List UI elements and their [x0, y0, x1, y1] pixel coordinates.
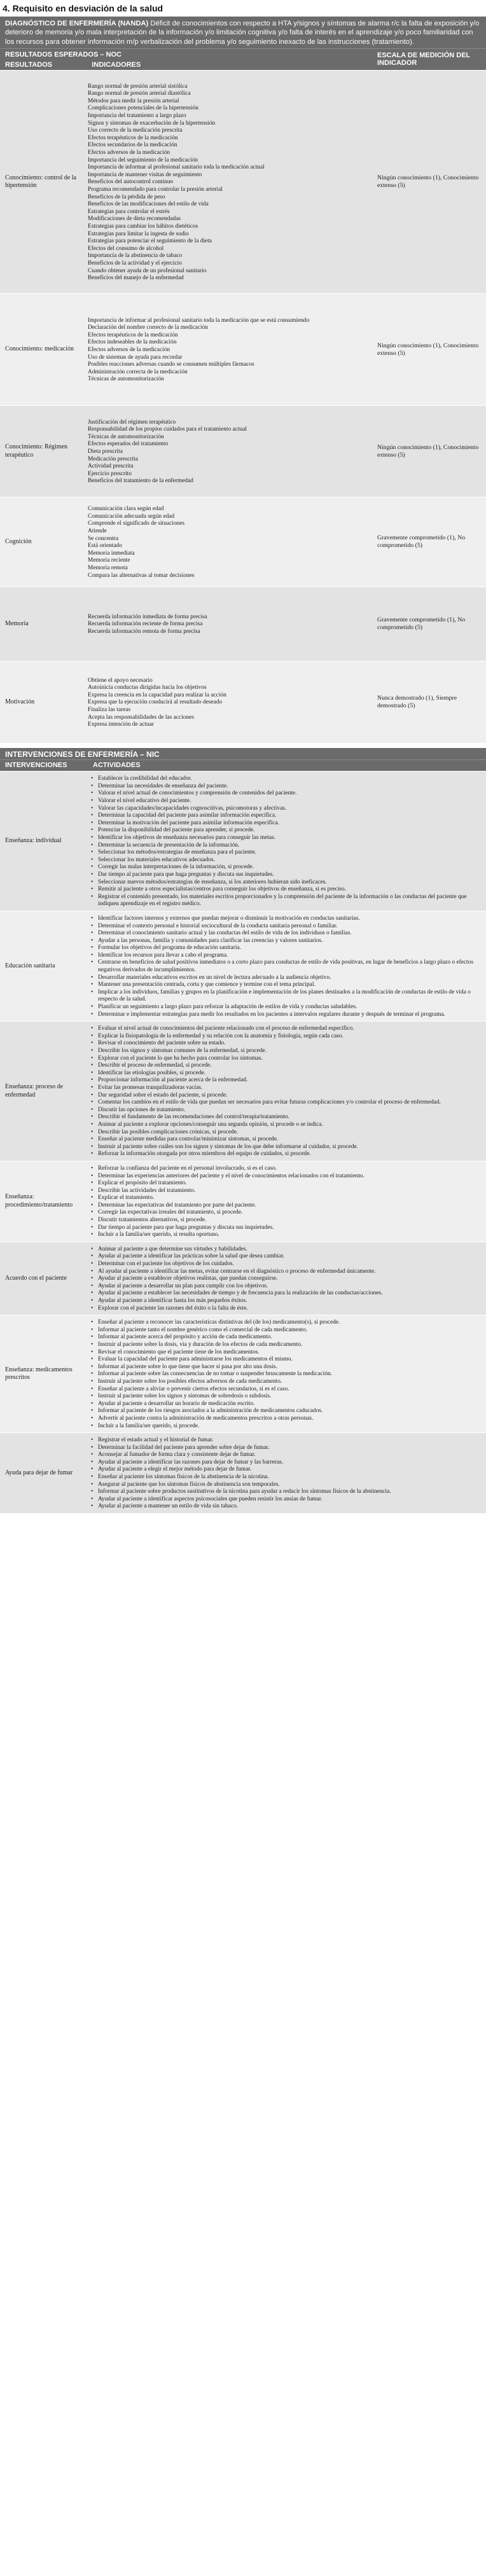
nic-intervencion: Enseñanza: proceso de enfermedad [5, 1083, 64, 1098]
nic-actividad: • Revisar el conocimiento del paciente sobre su estado. [89, 1040, 481, 1048]
noc-indicador: Técnicas de automonitorización [88, 433, 164, 440]
nic-actividad: • Revisar el conocimiento que el paciente tiene de los medicamentos. [89, 1349, 481, 1357]
nic-actividad: • Ayudar al paciente a establecer las necesidades de tiempo y de frecuencia para la realización de las conductas/acciones. [89, 1290, 481, 1298]
noc-indicador: Importancia de informar al profesional sanitario toda la medicación que se está consumiendo [88, 317, 310, 324]
noc-indicador: Importancia de la abstinencia de tabaco [88, 253, 183, 260]
nic-actividad: • Explorar con el paciente lo que ha hecho para controlar los síntomas. [89, 1055, 481, 1063]
nic-intervencion: Educación sanitaria [5, 962, 55, 969]
nic-table [0, 771, 486, 1513]
noc-indicador: Memoria reciente [88, 557, 130, 564]
noc-indicador: Uso correcto de la medicación prescrita [88, 127, 183, 134]
nic-actividad: • Informar al paciente acerca del propósito y acción de cada medicamento. [89, 1334, 481, 1341]
noc-row [0, 497, 486, 586]
noc-indicador: Obtiene el apoyo necesario [88, 677, 153, 684]
noc-indicador: Comprende el significado de situaciones [88, 520, 185, 527]
nic-header-intervenciones: INTERVENCIONES [5, 761, 67, 770]
noc-indicador: Administración correcta de la medicación [88, 368, 188, 375]
nic-actividad: • Explicar el propósito del tratamiento. [89, 1180, 481, 1188]
nic-actividad: • Registrar el contenido presentado, los materiales escritos proporcionados y la comprensión del paciente de la información o las conductas del paciente que indiquen aprendizaje en el registro médico. [89, 894, 481, 908]
nic-actividades [84, 911, 486, 1021]
nic-actividad: • Describir el proceso de enfermedad, si procede. [89, 1062, 481, 1070]
nic-intervencion: Enseñanza: medicamentos prescritos [5, 1366, 73, 1381]
noc-escala: Ningún conocimiento (1), Conocimiento extenso (5) [377, 443, 479, 459]
nic-actividades [84, 1433, 486, 1513]
nic-actividad: • Formular los objetivos del programa de educación sanitaria. [89, 945, 481, 952]
nic-actividad: • Ayudar al paciente a desarrollar un horario de medicación escrito. [89, 1401, 481, 1408]
nic-actividad: • Al ayudar al paciente a identificar las metas, evitar centrarse en el diagnóstico o proceso de enfermedad únicamente. [89, 1268, 481, 1276]
nic-actividad: • Describir las posibles complicaciones crónicas, si procede. [89, 1129, 481, 1137]
nic-actividad: • Animar al paciente a explorar opciones/conseguir una segunda opinión, si procede o se indica. [89, 1121, 481, 1129]
noc-indicador: Responsabilidad de los propios cuidados para el tratamiento actual [88, 426, 247, 433]
nic-banner: INTERVENCIONES DE ENFERMERÍA – NIC [0, 748, 486, 759]
nic-actividad: • Informar al paciente de los riesgos asociados a la administración de medicamentos caducados. [89, 1408, 481, 1415]
nic-actividad: • Discutir las opciones de tratamiento. [89, 1107, 481, 1114]
noc-indicador: Atiende [88, 528, 107, 535]
section-title: 4. Requisito en desviación de la salud [3, 3, 163, 13]
nic-actividad: • Ayudar al paciente a identificar hasta los más pequeños éxitos. [89, 1298, 481, 1305]
nic-actividad: • Identificar factores internos y externos que puedan mejorar o disminuir la motivación en conductas sanitarias. [89, 915, 481, 923]
nic-actividad: • Explicar el tratamiento. [89, 1195, 481, 1202]
nic-actividad: • Determinar el conocimiento sanitario actual y las conductas del estilo de vida de los individuos o familias. [89, 930, 481, 938]
noc-row [0, 586, 486, 661]
nic-actividad: • Determinar e implementar estrategias para medir los resultados en los pacientes a intervalos regulares durante y después de terminar el programa. [89, 1011, 481, 1019]
nic-actividad: • Determinar las necesidades de enseñanza del paciente. [89, 783, 481, 791]
nic-actividad: • Enseñar al paciente a aliviar o prevenir ciertos efectos secundarios, si es el caso. [89, 1386, 481, 1394]
nic-actividad: • Establecer la credibilidad del educador. [89, 775, 481, 783]
noc-indicador: Recuerda información reciente de forma precisa [88, 621, 203, 628]
nic-actividades [84, 1315, 486, 1432]
nic-actividad: • Informar al paciente sobre las consecuencias de no tomar o suspender bruscamente la medicación. [89, 1371, 481, 1378]
nic-actividad: • Ayudar al paciente a establecer objetivos realistas, que puedan conseguirse. [89, 1275, 481, 1283]
noc-indicador: Beneficios de la actividad y el ejercicio [88, 260, 182, 267]
nic-actividad: • Enseñar al paciente los síntomas físicos de la abstinencia de la nicotina. [89, 1474, 481, 1481]
noc-indicador: Recuerda información inmediata de forma precisa [88, 613, 207, 620]
nic-actividad: • Evitar las promesas tranquilizadoras vacías. [89, 1084, 481, 1092]
nic-actividad: • Identificar las etiologías posibles, si procede. [89, 1070, 481, 1077]
nic-actividad: • Animar al paciente a que determine sus virtudes y habilidades. [89, 1246, 481, 1254]
nic-actividad: • Informar al paciente sobre productos sustitutivos de la nicotina para ayudar a reducir los síntomas físicos de la abstinencia. [89, 1488, 481, 1496]
nic-actividad: • Aconsejar al fumador de forma clara y consistente dejar de fumar. [89, 1451, 481, 1459]
noc-indicador: Se concentra [88, 535, 119, 542]
noc-row [0, 70, 486, 293]
noc-indicador: Importancia del seguimiento de la medicación [88, 156, 198, 163]
nic-actividad: • Dar seguridad sobre el estado del paciente, si procede. [89, 1092, 481, 1100]
noc-escala: Nunca demostrado (1), Siempre demostrado (5) [377, 695, 457, 710]
nic-actividad: • Enseñar al paciente medidas para controlar/minimizar síntomas, si procede. [89, 1136, 481, 1144]
nic-actividad: • Instruir al paciente sobre los posibles efectos adversos de cada medicamento. [89, 1378, 481, 1386]
nic-actividad: • Identificar los objetivos de enseñanza necesarios para conseguir las metas. [89, 834, 481, 842]
noc-indicador: Justificación del régimen terapéutico [88, 419, 176, 426]
nic-actividad: • Corregir las expectativas irreales del tratamiento, si procede. [89, 1209, 481, 1217]
noc-indicador: Estrategias para potenciar el seguimiento de la dieta [88, 238, 212, 245]
noc-indicador: Ejercicio prescrito [88, 470, 132, 477]
noc-indicador: Cuando obtener ayuda de un profesional sanitario [88, 267, 207, 274]
noc-indicador: Complicaciones potenciales de la hipertensión [88, 105, 198, 112]
nic-actividad: • Ayudar al paciente a desarrollar un plan para cumplir con los objetivos. [89, 1283, 481, 1291]
nic-actividad: • Instruir al paciente sobre los signos y síntomas de sobredosis o subdosis. [89, 1393, 481, 1401]
nic-row [0, 1161, 486, 1242]
nic-actividad: • Valorar el nivel educativo del paciente. [89, 798, 481, 805]
nic-actividad: • Determinar las expectativas del tratamiento por parte del paciente. [89, 1202, 481, 1210]
noc-escala: Ningún conocimiento (1), Conocimiento extenso (5) [377, 342, 479, 357]
noc-indicador: Expresa la creencia en la capacidad para realizar la acción [88, 691, 226, 698]
nic-actividad: • Corregir las malas interpretaciones de la información, si procede. [89, 864, 481, 871]
nic-actividad: • Determinar las experiencias anteriores del paciente y el nivel de conocimientos relacionados con el tratamiento. [89, 1173, 481, 1181]
noc-indicador: Declaración del nombre correcto de la medicación [88, 324, 208, 331]
noc-header [0, 48, 486, 70]
nic-actividad: • Explorar con el paciente las razones del éxito o la falta de éste. [89, 1305, 481, 1313]
noc-resultado: Motivación [5, 698, 35, 705]
noc-indicador: Comunicación clara según edad [88, 506, 164, 513]
nic-actividad: • Describir las actividades del tratamiento. [89, 1188, 481, 1195]
noc-indicador: Programa recomendado para controlar la presión arterial [88, 186, 223, 193]
noc-header-escala: ESCALA DE MEDICIÓN DEL INDICADOR [377, 52, 471, 67]
nic-header [0, 759, 486, 771]
noc-indicador: Beneficios de las modificaciones del estilo de vida [88, 201, 209, 208]
noc-indicador: Efectos indeseables de la medicación [88, 339, 177, 346]
noc-indicador: Posibles reacciones adversas cuando se consumen múltiples fármacos [88, 361, 254, 368]
nic-intervencion: Acuerdo con el paciente [5, 1274, 67, 1282]
nic-row [0, 911, 486, 1021]
noc-indicador: Autoinicia conductas dirigidas hacia los objetivos [88, 684, 207, 691]
nic-intervencion: Ayuda para dejar de fumar [5, 1469, 73, 1476]
nic-actividad: • Explicar la fisiopatología de la enfermedad y su relación con la anatomía y fisiología, según cada caso. [89, 1033, 481, 1041]
nic-actividad: • Determinar con el paciente los objetivos de los cuidados. [89, 1261, 481, 1268]
nic-actividad: • Potenciar la disponibilidad del paciente para aprender, si procede. [89, 827, 481, 834]
noc-indicador: Comunicación adecuada según edad [88, 513, 175, 520]
diagnosis-text: Déficit de conocimientos con respecto a HTA y/signos y síntomas de alarma r/c la falta de exposición y/o deterioro de memoria y/o mala interpretación de la información y/o limitación cognitiva y/o falta de interés en el aprendizaje y/o poco familiaridad con los recursos para obtener información m/p verbalización del problema y/o seguimiento inexacto de las instrucciones (tratamiento). [5, 20, 480, 46]
nic-actividad: • Asegurar al paciente que los síntomas físicos de abstinencia son temporales. [89, 1481, 481, 1489]
nic-actividad: • Determinar la capacidad del paciente para asimilar información específica. [89, 812, 481, 820]
nic-row [0, 1315, 486, 1432]
nic-row [0, 1432, 486, 1513]
nic-actividad: • Incluir a la familia/ser querido, si resulta oportuno. [89, 1231, 481, 1239]
nic-actividad: • Identificar los recursos para llevar a cabo el programa. [89, 952, 481, 960]
nic-actividad: • Planificar un seguimiento a largo plazo para reforzar la adaptación de estilos de vida y conductas saludables. [89, 1004, 481, 1011]
noc-banner: RESULTADOS ESPERADOS – NOC [5, 51, 122, 59]
noc-header-resultados: RESULTADOS [5, 61, 53, 69]
noc-resultado: Memoria [5, 620, 29, 627]
noc-indicadores [83, 71, 372, 293]
noc-resultado: Conocimiento: Régimen terapéutico [5, 443, 68, 459]
noc-indicador: Rango normal de presión arterial sistólica [88, 83, 188, 90]
nic-actividad: • Desarrollar materiales educativos escritos en un nivel de lectura adecuado a la audiencia objetivo. [89, 974, 481, 982]
nic-actividad: • Instruir al paciente sobre la dosis, vía y duración de los efectos de cada medicamento. [89, 1341, 481, 1349]
nic-actividad: • Determinar el contexto personal e historial sociocultural de la conducta sanitaria personal o familiar. [89, 923, 481, 931]
nic-actividad: • Seleccionar los métodos/estrategias de enseñanza para el paciente. [89, 849, 481, 857]
noc-indicador: Técnicas de automonitorización [88, 376, 164, 383]
nic-actividad: • Instruir al paciente sobre cuáles son los signos y síntomas de los que debe informarse al cuidador, si procede. [89, 1144, 481, 1151]
nic-actividad: • Valorar las capacidades/incapacidades cognoscitivas, psicomotoras y afectivas. [89, 805, 481, 813]
nic-actividad: • Ayudar a las personas, familia y comunidades para clarificar las creencias y valores sanitarios. [89, 938, 481, 945]
nic-actividad: • Centrarse en beneficios de salud positivos inmediatos o a corto plazo para conductas de estilo de vida positivas, en lugar de beneficios a largo plazo o efectos negativos derivados de incumplimientos. [89, 959, 481, 974]
nic-actividad: • Describir el fundamento de las recomendaciones del control/terapia/tratamiento. [89, 1114, 481, 1121]
nic-row [0, 1242, 486, 1315]
nic-actividad: • Advertir al paciente contra la administración de medicamentos prescritos a otras personas. [89, 1415, 481, 1423]
nic-actividad: • Implicar a los individuos, familias y grupos en la planificación e implementación de los planes destinados a la modificación de conductas de estilo de vida o respecto de la salud. [89, 989, 481, 1004]
noc-resultado: Cognición [5, 537, 32, 545]
noc-row [0, 293, 486, 405]
nic-actividad: • Ayudar al paciente a identificar aspectos psicosociales que pueden resistir los ansias de fumar. [89, 1496, 481, 1504]
nic-actividad: • Comentar los cambios en el estilo de vida que puedan ser necesarios para evitar futuras complicaciones y/o controlar el proceso de enfermedad. [89, 1099, 481, 1107]
noc-indicador: Expresa que la ejecución conducirá al resultado deseado [88, 699, 223, 706]
nic-actividad: • Describir los signos y síntomas comunes de la enfermedad, si procede. [89, 1048, 481, 1055]
noc-indicador: Importancia de mantener visitas de seguimiento [88, 171, 202, 178]
nic-actividad: • Remitir al paciente a otros especialistas/centros para conseguir los objetivos de enseñanza, si es preciso. [89, 886, 481, 894]
noc-indicador: Importancia de informar al profesional sanitario toda la medicación actual [88, 164, 265, 171]
noc-indicador: Expresa intención de actuar [88, 721, 154, 728]
noc-indicador: Beneficios del autocontrol continuo [88, 179, 174, 186]
nic-actividad: • Determinar la secuencia de presentación de la información. [89, 842, 481, 850]
nic-actividades [84, 1021, 486, 1161]
noc-indicador: Efectos adversos de la medicación [88, 149, 170, 156]
noc-indicadores [83, 294, 372, 405]
nic-actividad: • Evaluar el nivel actual de conocimientos del paciente relacionado con el proceso de enfermedad específico. [89, 1025, 481, 1033]
noc-indicador: Medicación prescrita [88, 455, 138, 462]
noc-indicador: Efectos secundarios de la medicación [88, 142, 177, 149]
noc-indicador: Memoria remota [88, 565, 128, 571]
nic-actividad: • Ayudar al paciente a identificar las prácticas sobre la salud que desea cambiar. [89, 1253, 481, 1261]
nic-actividad: • Informar al paciente sobre lo que tiene que hacer si pasa por alto una dosis. [89, 1364, 481, 1371]
noc-indicador: Efectos esperados del tratamiento [88, 441, 169, 448]
noc-resultado: Conocimiento: control de la hipertensión [5, 174, 76, 190]
noc-indicador: Rango normal de presión arterial diastólica [88, 90, 191, 97]
noc-indicador: Beneficios del tratamiento de la enfermedad [88, 478, 193, 485]
noc-indicador: Métodos para medir la presión arterial [88, 97, 179, 104]
nic-actividad: • Determinar la facilidad del paciente para aprender sobre dejar de fumar. [89, 1444, 481, 1452]
noc-row [0, 405, 486, 497]
nic-actividad: • Seleccionar los materiales educativos adecuados. [89, 857, 481, 864]
nic-actividad: • Mantener una presentación centrada, corta y que comience y termine con el tema principal. [89, 981, 481, 989]
noc-indicador: Estrategias para limitar la ingesta de sodio [88, 230, 189, 237]
noc-indicador: Memoria inmediata [88, 550, 135, 557]
nic-actividad: • Enseñar al paciente a reconocer las características distintivas del (de los) medicamento(s), si procede. [89, 1319, 481, 1327]
nic-actividad: • Evaluar la capacidad del paciente para administrarse los medicamentos él mismo. [89, 1356, 481, 1364]
noc-indicador: Uso de sistemas de ayuda para recordar [88, 354, 183, 361]
noc-indicador: Efectos adversos de la medicación [88, 346, 170, 353]
nic-actividades [84, 1161, 486, 1242]
nic-actividad: • Ayudar al paciente a identificar las razones para dejar de fumar y las barreras. [89, 1459, 481, 1467]
noc-indicador: Efectos del consumo de alcohol [88, 245, 164, 252]
noc-header-indicadores: INDICADORES [92, 61, 141, 69]
noc-indicador: Efectos terapéuticos de la medicación [88, 331, 178, 338]
noc-escala: Gravemente comprometido (1), No comprometido (5) [377, 616, 466, 632]
noc-escala: Ningún conocimiento (1), Conocimiento extenso (5) [377, 174, 479, 190]
nic-intervencion: Enseñanza: procedimiento/tratamiento [5, 1193, 73, 1208]
nic-actividad: • Dar tiempo al paciente para que haga preguntas y discuta sus inquietudes. [89, 1224, 481, 1232]
noc-indicador: Efectos terapéuticos de la medicación [88, 134, 178, 141]
nic-actividad: • Seleccionar nuevos métodos/estrategias de enseñanza, si los anteriores hubieran sido ineficaces. [89, 879, 481, 887]
nic-header-actividades: ACTIVIDADES [93, 761, 141, 770]
noc-table [0, 70, 486, 743]
noc-indicador: Recuerda información remota de forma precisa [88, 628, 200, 635]
noc-indicador: Beneficios de la pérdida de peso [88, 193, 165, 200]
nic-actividad: • Proporcionar información al paciente acerca de la enfermedad. [89, 1077, 481, 1084]
noc-indicador: Está orientado [88, 543, 122, 550]
nic-actividad: • Reforzar la confianza del paciente en el personal involucrado, si es el caso. [89, 1165, 481, 1173]
nic-actividades [84, 772, 486, 911]
nic-actividad: • Determinar la motivación del paciente para asimilar información específica. [89, 820, 481, 828]
noc-indicador: Beneficios del manejo de la enfermedad [88, 275, 184, 282]
noc-indicador: Acepta las responsabilidades de las acciones [88, 714, 194, 721]
noc-indicadores [83, 497, 372, 586]
noc-indicador: Estrategias para controlar el estrés [88, 208, 170, 215]
noc-indicador: Dieta prescrita [88, 448, 123, 455]
noc-escala: Gravemente comprometido (1), No comprometido (5) [377, 534, 466, 550]
noc-indicadores [83, 406, 372, 497]
noc-indicador: Finaliza las tareas [88, 707, 131, 714]
nic-actividad: • Ayudar al paciente a mantener un estilo de vida sin tabaco. [89, 1503, 481, 1511]
noc-indicadores [83, 661, 372, 743]
noc-indicador: Estrategias para cambiar los hábitos dietéticos [88, 223, 198, 230]
noc-row [0, 661, 486, 743]
diagnosis-box [0, 17, 486, 48]
nic-actividad: • Discutir tratamientos alternativos, si procede. [89, 1217, 481, 1224]
noc-indicador: Modificaciones de dieta recomendadas [88, 216, 181, 223]
nic-actividad: • Ayudar al paciente a elegir el mejor método para dejar de fumar. [89, 1466, 481, 1474]
nic-actividad: • Informar al paciente tanto el nombre genérico como el comercial de cada medicamento. [89, 1327, 481, 1334]
noc-indicador: Importancia del tratamiento a largo plazo [88, 113, 186, 120]
nic-actividad: • Dar tiempo al paciente para que haga preguntas y discuta sus inquietudes. [89, 871, 481, 879]
nic-actividad: • Registrar el estado actual y el historial de fumar. [89, 1437, 481, 1444]
noc-indicador: Signos y síntomas de exacerbación de la hipertensión [88, 120, 216, 127]
nic-row [0, 1021, 486, 1161]
noc-resultado: Conocimiento: medicación [5, 345, 74, 353]
nic-actividad: • Reforzar la información otorgada por otros miembros del equipo de cuidados, si procede. [89, 1151, 481, 1158]
noc-indicador: Actividad prescrita [88, 463, 134, 470]
nic-actividad: • Valorar el nivel actual de conocimientos y comprensión de contenidos del paciente. [89, 790, 481, 798]
nic-row [0, 771, 486, 911]
nic-intervencion: Enseñanza: individual [5, 837, 62, 845]
nic-actividades [84, 1242, 486, 1315]
noc-indicadores [83, 587, 372, 661]
nic-actividad: • Incluir a la familia/ser querido, si procede. [89, 1423, 481, 1430]
noc-indicador: Compara las alternativas al tomar decisiones [88, 572, 195, 579]
diagnosis-label: DIAGNÓSTICO DE ENFERMERÍA (NANDA) [5, 20, 149, 27]
